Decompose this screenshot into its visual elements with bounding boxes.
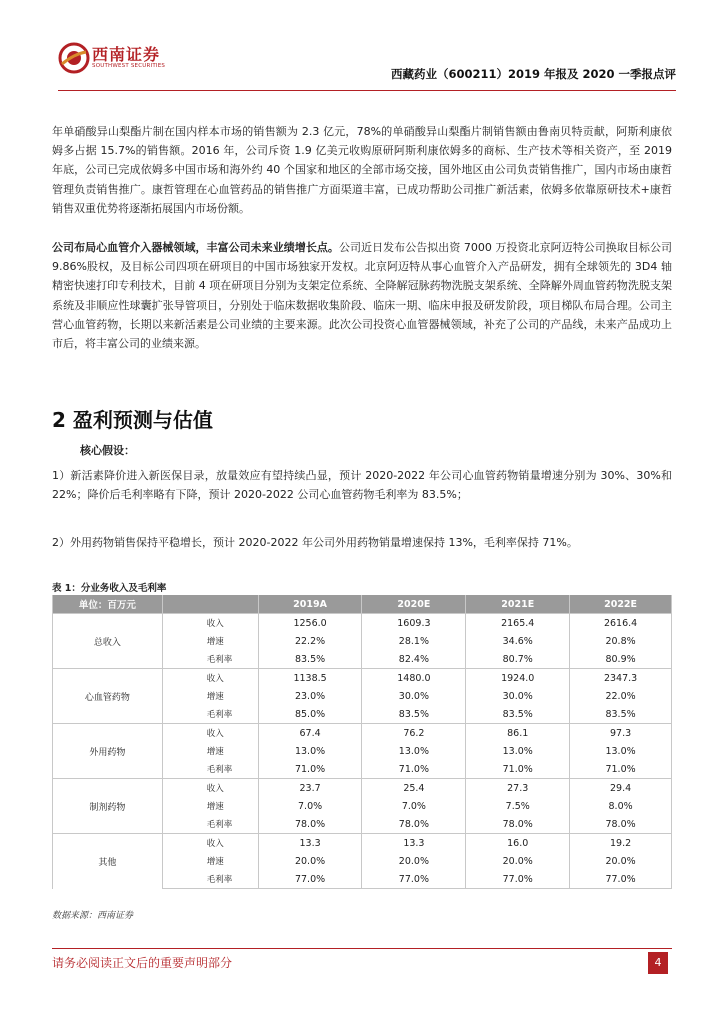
- table-row: [53, 834, 672, 853]
- core-assumptions-heading: 核心假设：: [80, 444, 135, 457]
- table-cell: 71.0%: [362, 760, 466, 779]
- metric-label: 增速: [162, 852, 258, 870]
- table-cell: 8.0%: [570, 797, 672, 815]
- table-cell: 20.0%: [570, 852, 672, 870]
- segment-name: 总收入: [53, 614, 163, 669]
- unit-header: 单位：百万元: [53, 595, 163, 614]
- table-cell: 83.5%: [570, 705, 672, 724]
- metric-label: 增速: [162, 632, 258, 650]
- metric-label: 毛利率: [162, 760, 258, 779]
- table-cell: 19.2: [570, 834, 672, 853]
- table-cell: 20.0%: [362, 852, 466, 870]
- table-cell: 77.0%: [570, 870, 672, 889]
- table-cell: 1480.0: [362, 669, 466, 688]
- metric-label: 增速: [162, 797, 258, 815]
- table-cell: 1924.0: [466, 669, 570, 688]
- table-cell: 78.0%: [570, 815, 672, 834]
- table-cell: 23.7: [258, 779, 362, 798]
- table-cell: 23.0%: [258, 687, 362, 705]
- metric-label: 增速: [162, 687, 258, 705]
- table-cell: 77.0%: [466, 870, 570, 889]
- table-cell: 22.2%: [258, 632, 362, 650]
- table-cell: 2165.4: [466, 614, 570, 633]
- footer-divider: [52, 948, 672, 949]
- table-cell: 7.5%: [466, 797, 570, 815]
- paragraph-lead: 公司布局心血管介入器械领域，丰富公司未来业绩增长点。: [52, 241, 339, 254]
- table-row: [53, 724, 672, 743]
- section-title: 2 盈利预测与估值: [52, 408, 213, 432]
- metric-label: 毛利率: [162, 815, 258, 834]
- segment-revenue-table: [52, 595, 672, 889]
- year-header: 2021E: [466, 595, 570, 614]
- segment-name: 制剂药物: [53, 779, 163, 834]
- metric-label: 毛利率: [162, 650, 258, 669]
- table-cell: 1138.5: [258, 669, 362, 688]
- table-cell: 22.0%: [570, 687, 672, 705]
- table-cell: 30.0%: [466, 687, 570, 705]
- metric-label: 增速: [162, 742, 258, 760]
- table-cell: 83.5%: [362, 705, 466, 724]
- table-header-row: [53, 595, 672, 614]
- table-cell: 20.0%: [466, 852, 570, 870]
- disclaimer-text: 请务必阅读正文后的重要声明部分: [52, 956, 233, 970]
- segment-name: 心血管药物: [53, 669, 163, 724]
- table-cell: 85.0%: [258, 705, 362, 724]
- table-cell: 28.1%: [362, 632, 466, 650]
- table-cell: 86.1: [466, 724, 570, 743]
- table-cell: 78.0%: [466, 815, 570, 834]
- table-cell: 30.0%: [362, 687, 466, 705]
- metric-label: 收入: [162, 724, 258, 743]
- table-row: [53, 779, 672, 798]
- table-body: [53, 614, 672, 889]
- header-divider: [58, 90, 676, 91]
- table-row: [53, 669, 672, 688]
- table-cell: 83.5%: [466, 705, 570, 724]
- year-header: 2019A: [258, 595, 362, 614]
- table-title: 表 1：分业务收入及毛利率: [52, 583, 167, 594]
- paragraph-market-share: 年单硝酸异山梨酯片制在国内样本市场的销售额为 2.3 亿元，78%的单硝酸异山梨酯片制销售额由鲁南贝特贡献，阿斯利康依姆多占据 15.7%的销售额。2016 年，公司斥资 1.9 亿美元收购原研阿斯利康依姆多的商标、生产技术等相关资产，至 2019 年底，公司已完成依姆多中国市场和海外约 40 个国家和地区的全部市场交接，国外地区由公司负责销售推广，国内市场由康哲管理负责销售推广。康哲管理在心血管药品的销售推广方面渠道丰富，已成功帮助公司推广新活素，依姆多依靠原研技术+康哲销售双重优势将逐渐拓展国内市场份额。: [52, 125, 672, 215]
- company-logo: [58, 38, 218, 80]
- table-cell: 76.2: [362, 724, 466, 743]
- table-cell: 27.3: [466, 779, 570, 798]
- metric-label: 收入: [162, 614, 258, 633]
- assumption-1: 1）新活素降价进入新医保目录，放量效应有望持续凸显，预计 2020-2022 年公司心血管药物销量增速分别为 30%、30%和 22%；降价后毛利率略有下降，预计 2020-2022 公司心血管药物毛利率为 83.5%；: [52, 469, 672, 502]
- table-cell: 71.0%: [570, 760, 672, 779]
- segment-name: 外用药物: [53, 724, 163, 779]
- logo-emblem-icon: [58, 42, 90, 74]
- table-cell: 78.0%: [258, 815, 362, 834]
- metric-label: 毛利率: [162, 705, 258, 724]
- table-cell: 29.4: [570, 779, 672, 798]
- paragraph-body: 公司近日发布公告拟出资 7000 万投资北京阿迈特公司换取目标公司 9.86%股权，及目标公司四项在研项目的中国市场独家开发权。北京阿迈特从事心血管介入产品研发，拥有全球领先的 3D4 轴精密快速打印专利技术，目前 4 项在研项目分别为支架定位系统、全降解冠脉药物洗脱支架系统、全降解外周血管药物洗脱支架系统及非顺应性球囊扩张导管项目，分别处于临床数据收集阶段、临床一期、临床申报及研发阶段，项目梯队布局合理。公司主营心血管药物，长期以来新活素是公司业绩的主要来源。此次公司投资心血管器械领域，补充了公司的产品线，未来产品成功上市后，将丰富公司的业绩来源。: [52, 241, 672, 351]
- table-cell: 77.0%: [362, 870, 466, 889]
- table-cell: 7.0%: [258, 797, 362, 815]
- table-cell: 7.0%: [362, 797, 466, 815]
- table-cell: 80.9%: [570, 650, 672, 669]
- table-cell: 78.0%: [362, 815, 466, 834]
- table-cell: 71.0%: [258, 760, 362, 779]
- table-cell: 97.3: [570, 724, 672, 743]
- page-number: 4: [648, 952, 668, 974]
- table-cell: 13.3: [258, 834, 362, 853]
- year-header: 2020E: [362, 595, 466, 614]
- logo-chinese-text: 西南证券: [92, 45, 161, 64]
- table-cell: 2347.3: [570, 669, 672, 688]
- table-cell: 13.0%: [258, 742, 362, 760]
- assumption-2: 2）外用药物销售保持平稳增长，预计 2020-2022 年公司外用药物销量增速保持 13%，毛利率保持 71%。: [52, 536, 578, 549]
- table-row: [53, 614, 672, 633]
- table-cell: 13.0%: [466, 742, 570, 760]
- table-cell: 13.0%: [570, 742, 672, 760]
- metric-label: 毛利率: [162, 870, 258, 889]
- table-cell: 20.8%: [570, 632, 672, 650]
- table-cell: 13.0%: [362, 742, 466, 760]
- metric-label: 收入: [162, 834, 258, 853]
- report-title: 西藏药业（600211）2019 年报及 2020 一季报点评: [390, 67, 676, 81]
- table-cell: 80.7%: [466, 650, 570, 669]
- table-cell: 16.0: [466, 834, 570, 853]
- metric-label: 收入: [162, 669, 258, 688]
- logo-english-text: SOUTHWEST SECURITIES: [92, 63, 166, 69]
- page-header: [58, 38, 676, 80]
- table-cell: 82.4%: [362, 650, 466, 669]
- metric-header: [162, 595, 258, 614]
- table-cell: 77.0%: [258, 870, 362, 889]
- table-cell: 20.0%: [258, 852, 362, 870]
- data-source-note: 数据来源：西南证券: [52, 911, 134, 921]
- table-cell: 25.4: [362, 779, 466, 798]
- paragraph-device-investment: [52, 238, 672, 353]
- table-cell: 1609.3: [362, 614, 466, 633]
- table-cell: 34.6%: [466, 632, 570, 650]
- table-cell: 71.0%: [466, 760, 570, 779]
- table-cell: 83.5%: [258, 650, 362, 669]
- table-cell: 1256.0: [258, 614, 362, 633]
- metric-label: 收入: [162, 779, 258, 798]
- segment-name: 其他: [53, 834, 163, 889]
- table-cell: 13.3: [362, 834, 466, 853]
- year-header: 2022E: [570, 595, 672, 614]
- table-cell: 2616.4: [570, 614, 672, 633]
- table-cell: 67.4: [258, 724, 362, 743]
